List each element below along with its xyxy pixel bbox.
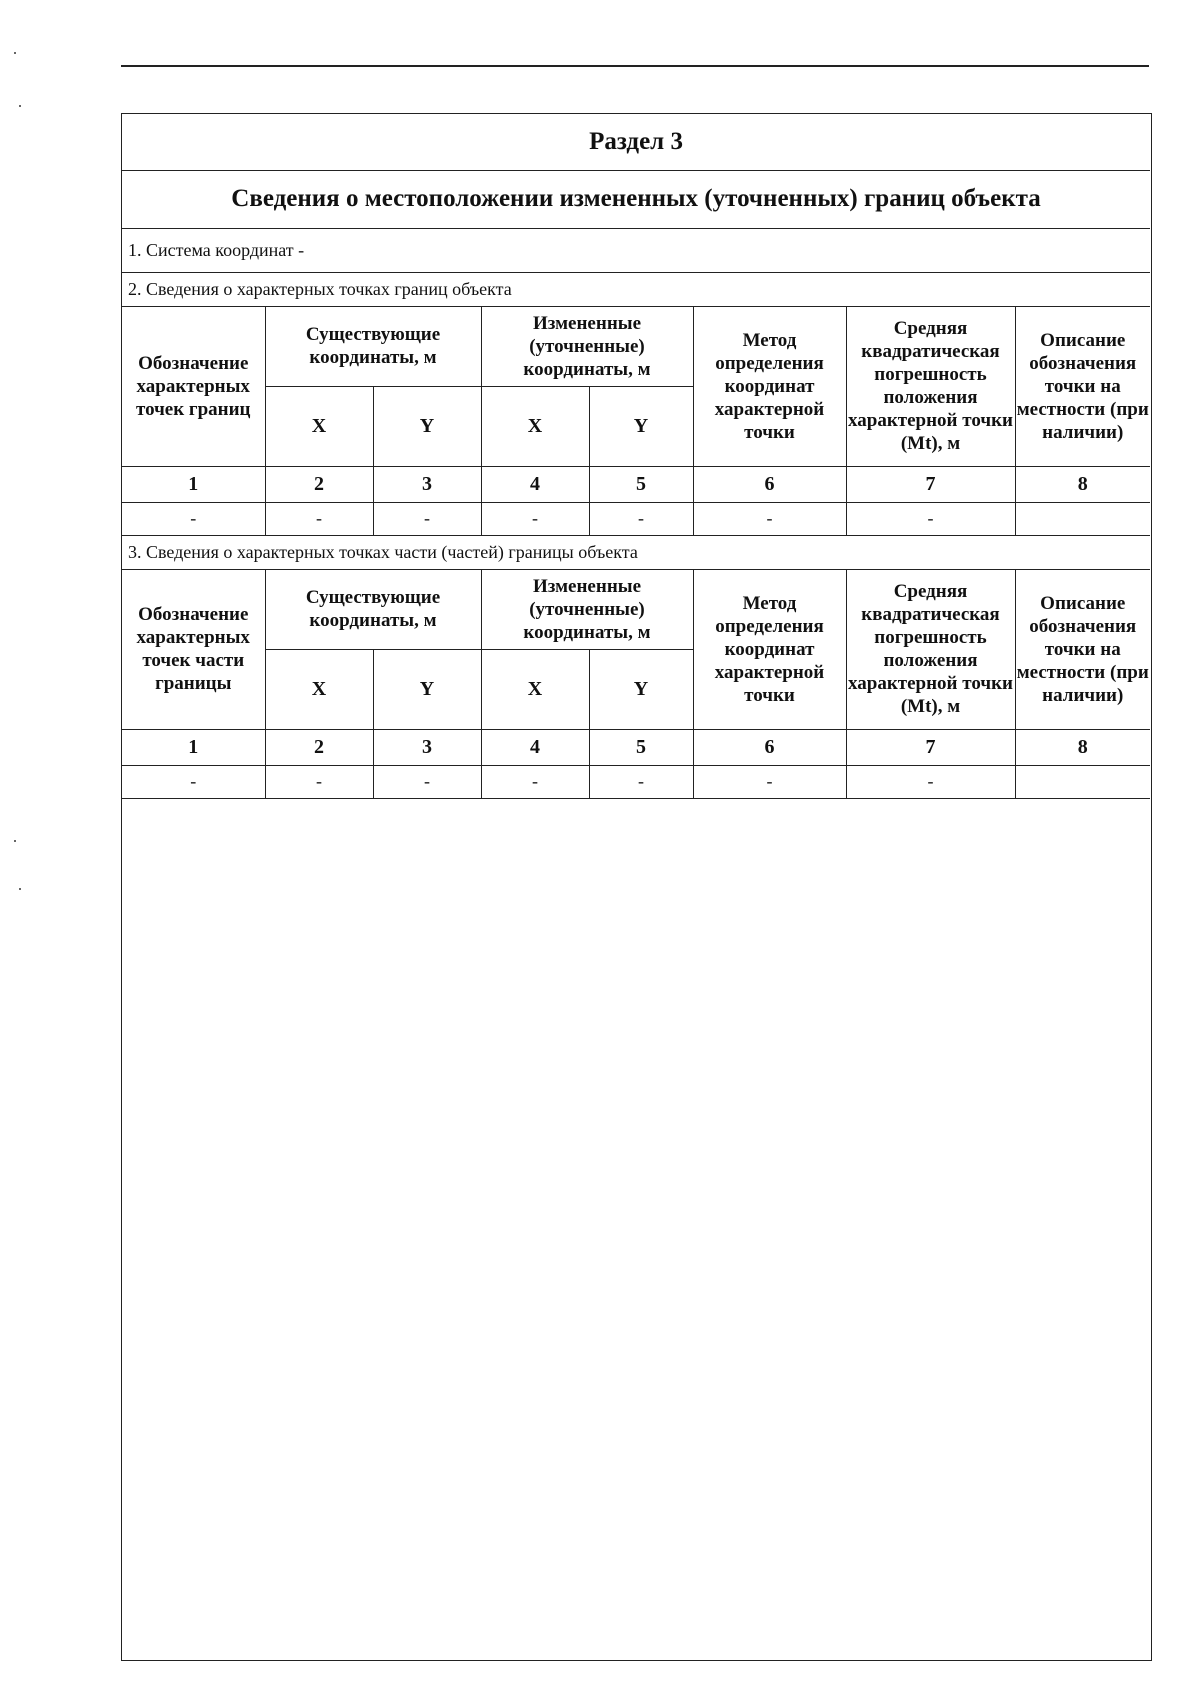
top-rule: [121, 65, 1149, 67]
table2-header-x-existing: X: [265, 649, 373, 729]
scan-speck: [14, 840, 16, 842]
table1-col-number: 6: [693, 466, 846, 502]
section-table: [122, 114, 1150, 799]
table2-header-x-changed: X: [481, 649, 589, 729]
table2-cell: -: [265, 765, 373, 798]
table1-header-y-changed: Y: [589, 386, 693, 466]
table2-cell: -: [693, 765, 846, 798]
table1-header-description: Описание обозначения точки на местности (при наличии): [1015, 306, 1150, 466]
scan-speck: [14, 52, 16, 54]
section-title: Раздел 3: [122, 114, 1150, 170]
table1-header-error: Средняя квадратическая погрешность положения характерной точки (Mt), м: [846, 306, 1015, 466]
table2-col-number: 4: [481, 729, 589, 765]
table2-header-method: Метод определения координат характерной точки: [693, 569, 846, 729]
table2-caption: 3. Сведения о характерных точках части (частей) границы объекта: [122, 535, 1150, 569]
table1-col-number: 1: [122, 466, 265, 502]
table1-header-changed: Измененные (уточненные) координаты, м: [481, 306, 693, 386]
scan-speck: [19, 888, 21, 890]
table1-header-x-existing: X: [265, 386, 373, 466]
section-frame: [121, 113, 1152, 1661]
table2-col-number: 5: [589, 729, 693, 765]
table1-header-y-existing: Y: [373, 386, 481, 466]
table2-col-number: 1: [122, 729, 265, 765]
table2-header-y-changed: Y: [589, 649, 693, 729]
table2-header-error: Средняя квадратическая погрешность положения характерной точки (Mt), м: [846, 569, 1015, 729]
table1-col-number: 7: [846, 466, 1015, 502]
table2-col-number: 3: [373, 729, 481, 765]
table1-number-row: [122, 466, 1150, 502]
table1-cell: -: [373, 502, 481, 535]
scan-speck: [19, 105, 21, 107]
table1-col-number: 5: [589, 466, 693, 502]
table1-cell: -: [589, 502, 693, 535]
table2-cell: [1015, 765, 1150, 798]
table1-header-points: Обозначение характерных точек границ: [122, 306, 265, 466]
table2-header-y-existing: Y: [373, 649, 481, 729]
table2-header-changed: Измененные (уточненные) координаты, м: [481, 569, 693, 649]
table1-caption: 2. Сведения о характерных точках границ объекта: [122, 272, 1150, 306]
table1-col-number: 4: [481, 466, 589, 502]
table1-header-existing: Существующие координаты, м: [265, 306, 481, 386]
table2-header-points: Обозначение характерных точек части границы: [122, 569, 265, 729]
table1-cell: -: [265, 502, 373, 535]
table1-col-number: 3: [373, 466, 481, 502]
table2-cell: -: [373, 765, 481, 798]
table2-cell: -: [589, 765, 693, 798]
table1-cell: -: [846, 502, 1015, 535]
table2-number-row: [122, 729, 1150, 765]
table1-cell: -: [122, 502, 265, 535]
table1-col-number: 2: [265, 466, 373, 502]
table2-col-number: 2: [265, 729, 373, 765]
table2-col-number: 7: [846, 729, 1015, 765]
table1-cell: -: [481, 502, 589, 535]
table1-col-number: 8: [1015, 466, 1150, 502]
table2-header-description: Описание обозначения точки на местности (при наличии): [1015, 569, 1150, 729]
table1-header-method: Метод определения координат характерной точки: [693, 306, 846, 466]
table2-col-number: 6: [693, 729, 846, 765]
table2-cell: -: [846, 765, 1015, 798]
section-subtitle: Сведения о местоположении измененных (уточненных) границ объекта: [122, 170, 1150, 228]
table2-col-number: 8: [1015, 729, 1150, 765]
table1-data-row: [122, 502, 1150, 535]
table2-cell: -: [481, 765, 589, 798]
table2-cell: -: [122, 765, 265, 798]
table1-cell: -: [693, 502, 846, 535]
table1-header-x-changed: X: [481, 386, 589, 466]
coordinate-system: 1. Система координат -: [122, 228, 1150, 272]
table1-cell: [1015, 502, 1150, 535]
table2-header-existing: Существующие координаты, м: [265, 569, 481, 649]
table2-data-row: [122, 765, 1150, 798]
